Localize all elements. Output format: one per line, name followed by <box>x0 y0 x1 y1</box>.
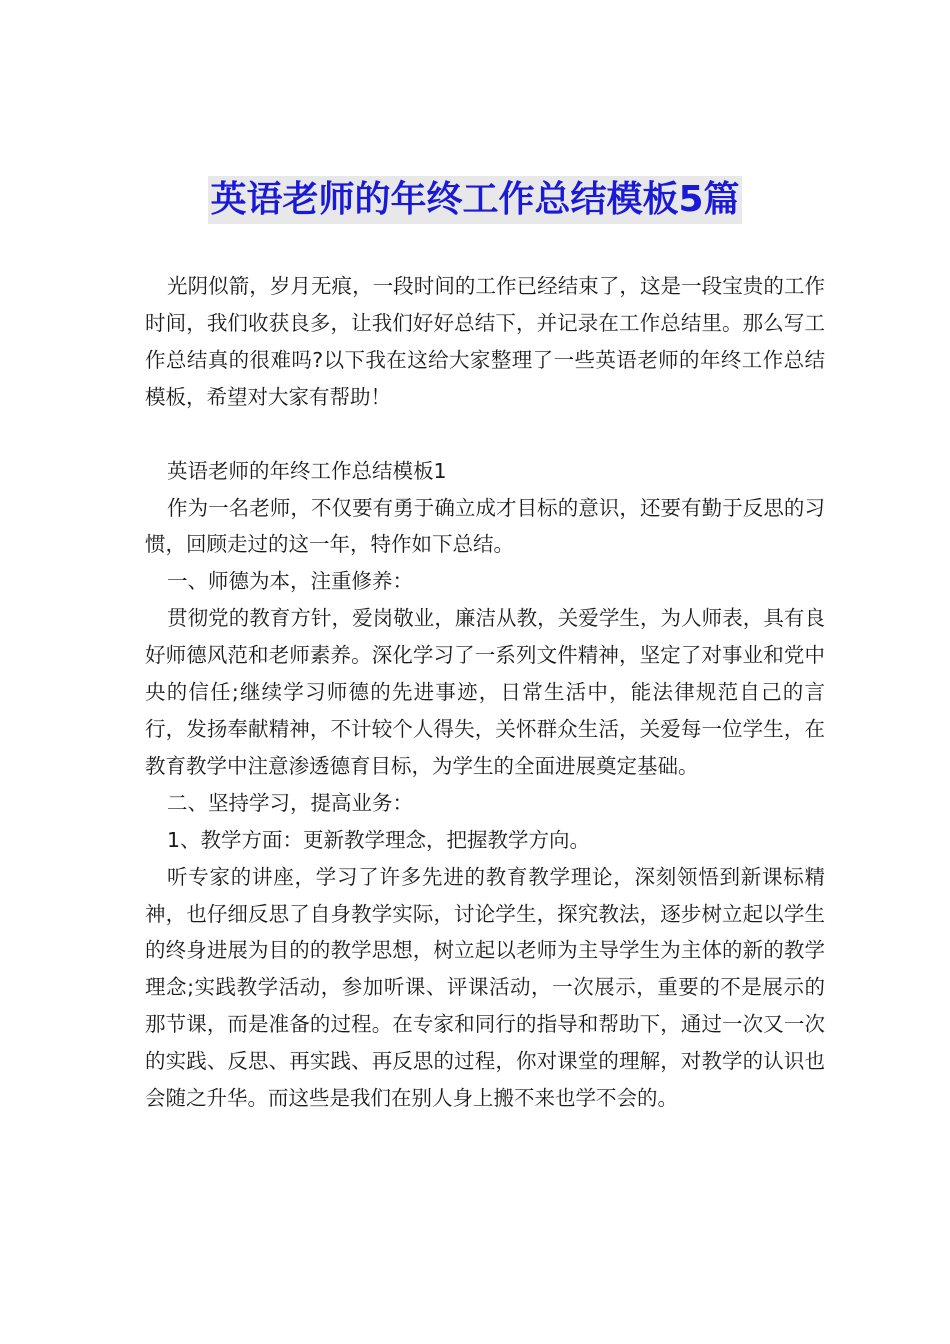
section-heading: 英语老师的年终工作总结模板1 <box>167 458 447 483</box>
body-paragraph: 贯彻党的教育方针，爱岗敬业，廉洁从教，关爱学生，为人师表，具有良好师德风范和老师素养。深化学习了一系列文件精神，坚定了对事业和党中央的信任;继续学习师德的先进事迹，日常生活中，能法律规范自己的言行，发扬奉献精神，不计较个人得失，关怀群众生活，关爱每一位学生，在教育教学中注意渗透德育目标，为学生的全面进展奠定基础。 <box>145 606 825 778</box>
body-paragraph: 作为一名老师，不仅要有勇于确立成才目标的意识，还要有勤于反思的习惯，回顾走过的这一年，特作如下总结。 <box>145 495 825 557</box>
paragraph-gap <box>145 416 825 453</box>
body-paragraph: 听专家的讲座，学习了许多先进的教育教学理论，深刻领悟到新课标精神，也仔细反思了自身教学实际，讨论学生，探究教法，逐步树立起以学生的终身进展为目的的教学思想，树立起以老师为主导学生为主体的新的教学理念;实践教学活动，参加听课、评课活动，一次展示，重要的不是展示的那节课，而是准备的过程。在专家和同行的指导和帮助下，通过一次又一次的实践、反思、再实践、再反思的过程，你对课堂的理解，对教学的认识也会随之升华。而这些是我们在别人身上搬不来也学不会的。 <box>145 864 825 1111</box>
document-title: 英语老师的年终工作总结模板5篇 <box>208 176 741 224</box>
subheading: 一、师德为本，注重修养： <box>167 569 413 594</box>
title-container <box>0 176 950 224</box>
intro-paragraph: 光阴似箭，岁月无痕，一段时间的工作已经结束了，这是一段宝贵的工作时间，我们收获良多，让我们好好总结下，并记录在工作总结里。那么写工作总结真的很难吗?以下我在这给大家整理了一些英语老师的年终工作总结模板，希望对大家有帮助！ <box>145 274 825 409</box>
subheading: 1、教学方面：更新教学理念，把握教学方向。 <box>167 827 591 852</box>
subheading: 二、坚持学习，提高业务： <box>167 790 413 815</box>
document-body <box>145 268 825 1117</box>
